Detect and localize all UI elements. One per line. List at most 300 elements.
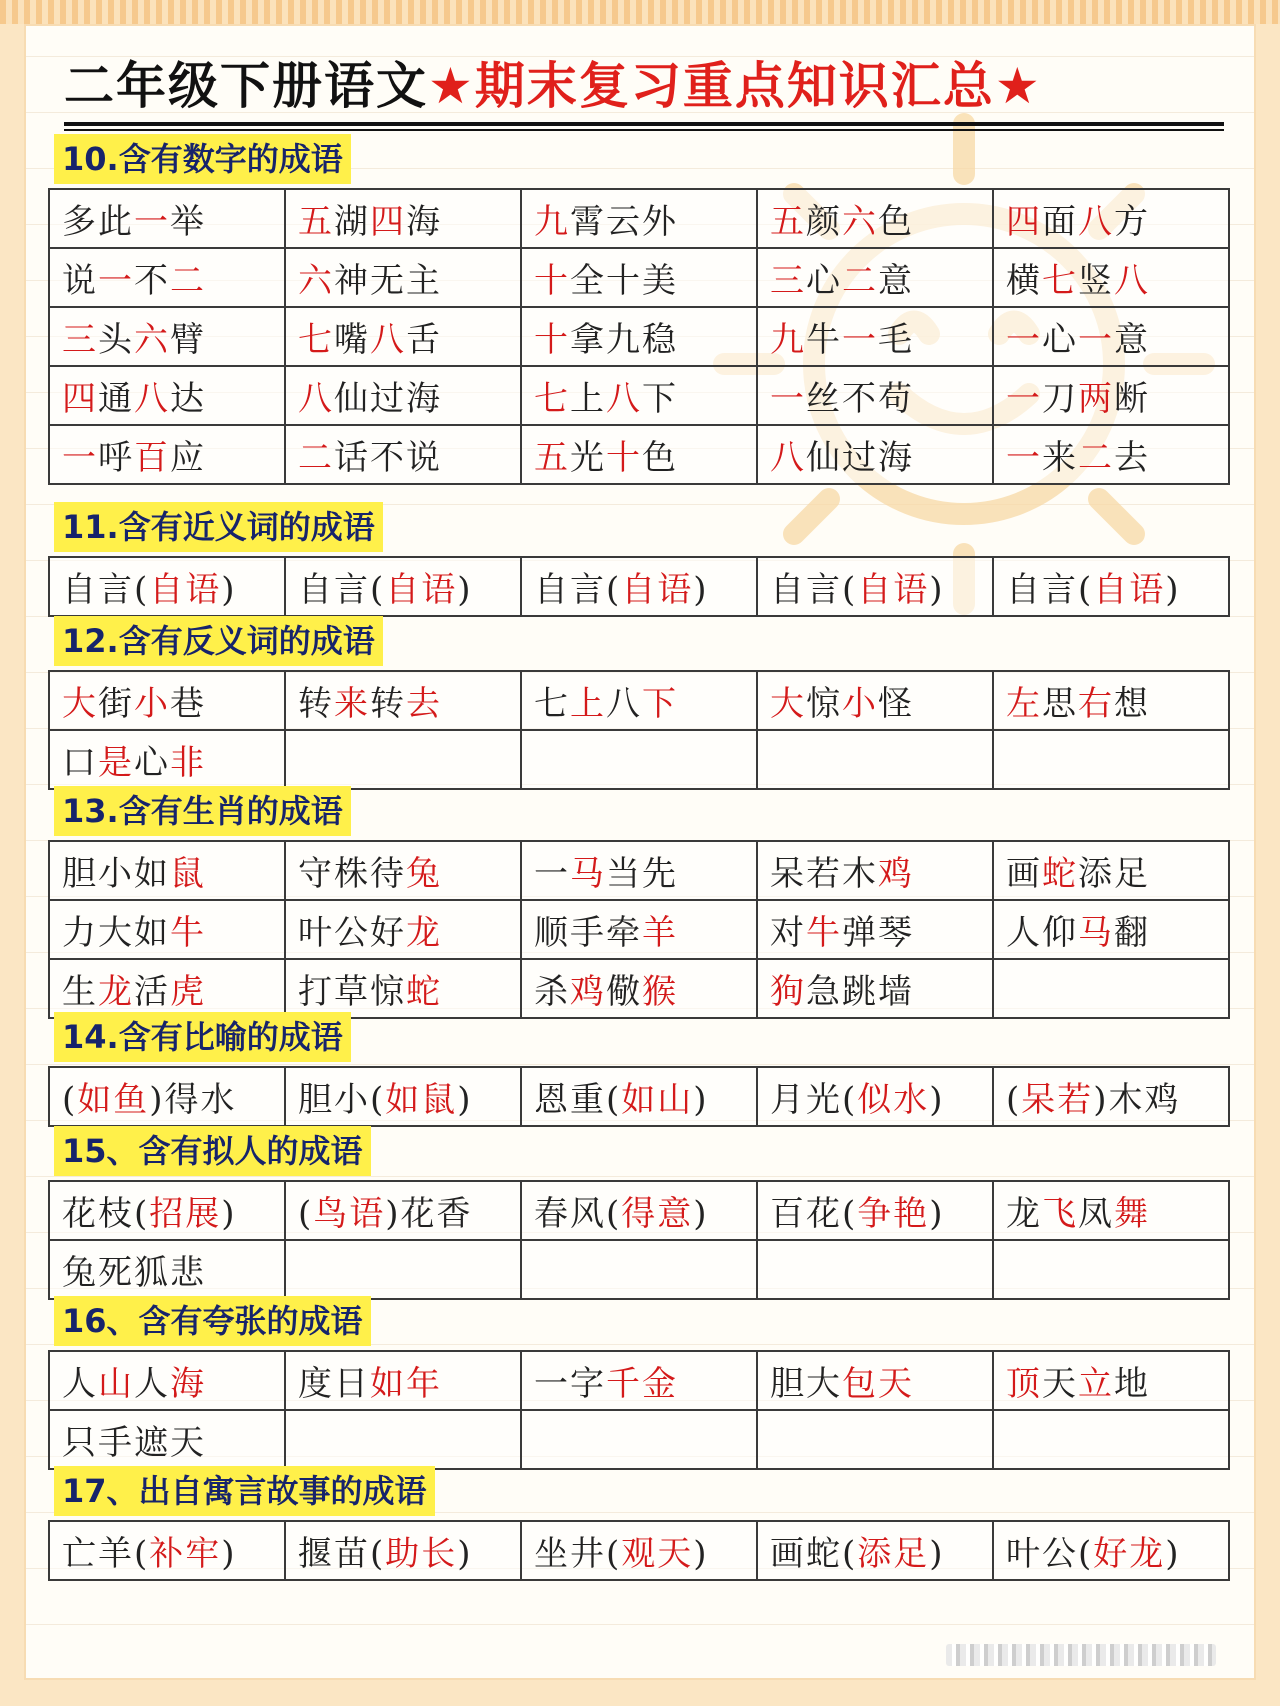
- idiom-highlight-text: 一: [98, 261, 134, 301]
- idiom-text: ): [693, 570, 709, 610]
- idiom-highlight-text: 八: [298, 379, 334, 419]
- idiom-text: 画蛇(: [770, 1534, 858, 1574]
- idiom-text: )花香: [385, 1194, 473, 1234]
- idiom-cell: [993, 366, 1229, 425]
- idiom-highlight-text: 四: [62, 379, 98, 419]
- idiom-text: 人: [134, 1364, 170, 1404]
- idiom-cell: [757, 1521, 993, 1580]
- idiom-cell: [521, 1351, 757, 1410]
- idiom-text: 头: [98, 320, 134, 360]
- idiom-text: ): [693, 1080, 709, 1120]
- idiom-text: 七: [534, 684, 570, 724]
- idiom-cell: [49, 557, 285, 616]
- idiom-highlight-text: 海: [170, 1364, 206, 1404]
- idiom-cell: [49, 671, 285, 730]
- idiom-highlight-text: 一: [1006, 438, 1042, 478]
- idiom-text: 通: [98, 379, 134, 419]
- idiom-highlight-text: 鸡: [878, 854, 914, 894]
- idiom-cell: [285, 900, 521, 959]
- title-underline-thin: [64, 129, 1224, 131]
- empty-cell: [521, 730, 757, 789]
- empty-cell: [757, 730, 993, 789]
- idiom-text: 月光(: [770, 1080, 858, 1120]
- idiom-highlight-text: 鸟语: [313, 1194, 386, 1234]
- idiom-highlight-text: 呆若: [1021, 1080, 1094, 1120]
- table-row: [49, 1067, 1229, 1126]
- idiom-cell: [285, 959, 521, 1018]
- idiom-text: 转: [370, 684, 406, 724]
- idiom-highlight-text: 三: [62, 320, 98, 360]
- idiom-highlight-text: 二: [1078, 438, 1114, 478]
- idiom-cell: [993, 1521, 1229, 1580]
- idiom-text: 弹琴: [842, 913, 914, 953]
- idiom-table: [48, 1066, 1230, 1127]
- idiom-text: 丝不苟: [806, 379, 914, 419]
- idiom-text: 上: [570, 379, 606, 419]
- idiom-highlight-text: 九: [534, 202, 570, 242]
- idiom-cell: [521, 671, 757, 730]
- idiom-table: [48, 1350, 1230, 1470]
- idiom-highlight-text: 马: [570, 854, 606, 894]
- idiom-highlight-text: 山: [98, 1364, 134, 1404]
- table-row: [49, 1181, 1229, 1240]
- idiom-text: 龙: [1006, 1194, 1042, 1234]
- idiom-highlight-text: 七: [298, 320, 334, 360]
- section-heading: 17、出自寓言故事的成语: [54, 1466, 435, 1516]
- idiom-highlight-text: 招展: [149, 1194, 222, 1234]
- idiom-highlight-text: 立: [1078, 1364, 1114, 1404]
- idiom-cell: [757, 248, 993, 307]
- idiom-text: ): [457, 1080, 473, 1120]
- idiom-text: ): [693, 1534, 709, 1574]
- idiom-highlight-text: 一: [770, 379, 806, 419]
- idiom-highlight-text: 非: [170, 743, 206, 783]
- idiom-text: 叶公(: [1006, 1534, 1094, 1574]
- idiom-text: 仙过海: [806, 438, 914, 478]
- idiom-cell: [49, 841, 285, 900]
- idiom-cell: [49, 1181, 285, 1240]
- idiom-text: 举: [170, 202, 206, 242]
- table-row: [49, 671, 1229, 730]
- idiom-text: 心: [1042, 320, 1078, 360]
- section-synonym-idioms: [48, 502, 1232, 617]
- empty-cell: [757, 1240, 993, 1299]
- section-heading: 15、含有拟人的成语: [54, 1126, 371, 1176]
- idiom-text: 话不说: [334, 438, 442, 478]
- section-heading: 13.含有生肖的成语: [54, 786, 351, 836]
- idiom-text: 心: [806, 261, 842, 301]
- idiom-highlight-text: 小: [842, 684, 878, 724]
- idiom-highlight-text: 龙: [98, 972, 134, 1012]
- idiom-highlight-text: 六: [298, 261, 334, 301]
- idiom-highlight-text: 如山: [621, 1080, 694, 1120]
- idiom-cell: [285, 557, 521, 616]
- idiom-highlight-text: 六: [134, 320, 170, 360]
- idiom-highlight-text: 去: [406, 684, 442, 724]
- idiom-text: 神无主: [334, 261, 442, 301]
- idiom-text: 心: [134, 743, 170, 783]
- idiom-highlight-text: 蛇: [406, 972, 442, 1012]
- idiom-highlight-text: 一: [1006, 379, 1042, 419]
- idiom-text: 惊: [806, 684, 842, 724]
- idiom-text: 只手遮天: [62, 1423, 206, 1463]
- idiom-highlight-text: 五: [534, 438, 570, 478]
- idiom-text: 街: [98, 684, 134, 724]
- idiom-text: 急跳墙: [806, 972, 914, 1012]
- idiom-highlight-text: 狗: [770, 972, 806, 1012]
- idiom-text: 转: [298, 684, 334, 724]
- decorative-top-strip: [0, 0, 1280, 24]
- idiom-cell: [521, 1067, 757, 1126]
- idiom-text: 对: [770, 913, 806, 953]
- idiom-text: 活: [134, 972, 170, 1012]
- idiom-highlight-text: 六: [842, 202, 878, 242]
- idiom-text: 翻: [1114, 913, 1150, 953]
- idiom-highlight-text: 右: [1078, 684, 1114, 724]
- idiom-cell: [285, 671, 521, 730]
- idiom-cell: [49, 366, 285, 425]
- idiom-highlight-text: 八: [770, 438, 806, 478]
- idiom-text: 来: [1042, 438, 1078, 478]
- idiom-text: ): [929, 1194, 945, 1234]
- idiom-cell: [757, 959, 993, 1018]
- table-row: [49, 248, 1229, 307]
- idiom-highlight-text: 八: [1078, 202, 1114, 242]
- table-row: [49, 1410, 1229, 1469]
- table-row: [49, 1521, 1229, 1580]
- idiom-text: ): [1165, 1534, 1181, 1574]
- idiom-highlight-text: 九: [770, 320, 806, 360]
- idiom-text: 达: [170, 379, 206, 419]
- idiom-text: ): [929, 1080, 945, 1120]
- idiom-highlight-text: 一: [1078, 320, 1114, 360]
- idiom-highlight-text: 似水: [857, 1080, 930, 1120]
- idiom-text: 度日: [298, 1364, 370, 1404]
- idiom-text: 地: [1114, 1364, 1150, 1404]
- idiom-highlight-text: 助长: [385, 1534, 458, 1574]
- idiom-highlight-text: 自语: [621, 570, 694, 610]
- idiom-text: 竖: [1078, 261, 1114, 301]
- idiom-text: 力大如: [62, 913, 170, 953]
- idiom-cell: [757, 900, 993, 959]
- idiom-highlight-text: 百: [134, 438, 170, 478]
- idiom-text: 胆小如: [62, 854, 170, 894]
- idiom-text: 断: [1114, 379, 1150, 419]
- idiom-cell: [521, 1181, 757, 1240]
- idiom-table: [48, 556, 1230, 617]
- idiom-text: 一字: [534, 1364, 606, 1404]
- idiom-cell: [993, 841, 1229, 900]
- idiom-cell: [49, 1410, 285, 1469]
- idiom-highlight-text: 五: [298, 202, 334, 242]
- idiom-cell: [49, 1521, 285, 1580]
- idiom-text: 春风(: [534, 1194, 622, 1234]
- idiom-highlight-text: 七: [1042, 261, 1078, 301]
- idiom-text: ): [929, 1534, 945, 1574]
- page-title: [64, 42, 1224, 122]
- idiom-highlight-text: 顶: [1006, 1364, 1042, 1404]
- idiom-text: 海: [406, 202, 442, 242]
- idiom-highlight-text: 得意: [621, 1194, 694, 1234]
- idiom-cell: [993, 189, 1229, 248]
- section-heading: 11.含有近义词的成语: [54, 502, 383, 552]
- idiom-highlight-text: 鸡: [570, 972, 606, 1012]
- section-heading: 14.含有比喻的成语: [54, 1012, 351, 1062]
- idiom-text: 仙过海: [334, 379, 442, 419]
- idiom-text: 顺手牵: [534, 913, 642, 953]
- idiom-highlight-text: 二: [842, 261, 878, 301]
- idiom-highlight-text: 是: [98, 743, 134, 783]
- idiom-highlight-text: 三: [770, 261, 806, 301]
- idiom-text: 自言(: [62, 570, 150, 610]
- idiom-text: 颜: [806, 202, 842, 242]
- idiom-highlight-text: 自语: [857, 570, 930, 610]
- idiom-highlight-text: 大: [770, 684, 806, 724]
- idiom-highlight-text: 七: [534, 379, 570, 419]
- idiom-cell: [49, 425, 285, 484]
- idiom-highlight-text: 补牢: [149, 1534, 222, 1574]
- idiom-text: 霄云外: [570, 202, 678, 242]
- idiom-text: 自言(: [534, 570, 622, 610]
- idiom-text: 全十美: [570, 261, 678, 301]
- idiom-text: 叶公好: [298, 913, 406, 953]
- idiom-text: 横: [1006, 261, 1042, 301]
- idiom-highlight-text: 兔: [406, 854, 442, 894]
- idiom-cell: [49, 1240, 285, 1299]
- idiom-text: 下: [642, 379, 678, 419]
- idiom-cell: [285, 425, 521, 484]
- idiom-text: 恩重(: [534, 1080, 622, 1120]
- table-row: [49, 557, 1229, 616]
- idiom-text: 打草惊: [298, 972, 406, 1012]
- idiom-highlight-text: 添足: [857, 1534, 930, 1574]
- idiom-cell: [521, 366, 757, 425]
- table-row: [49, 307, 1229, 366]
- idiom-highlight-text: 上: [570, 684, 606, 724]
- idiom-cell: [757, 189, 993, 248]
- idiom-highlight-text: 左: [1006, 684, 1042, 724]
- idiom-cell: [521, 1521, 757, 1580]
- idiom-highlight-text: 羊: [642, 913, 678, 953]
- idiom-text: 想: [1114, 684, 1150, 724]
- idiom-cell: [285, 307, 521, 366]
- idiom-highlight-text: 马: [1078, 913, 1114, 953]
- idiom-text: 百花(: [770, 1194, 858, 1234]
- idiom-text: 自言(: [770, 570, 858, 610]
- idiom-cell: [49, 900, 285, 959]
- table-row: [49, 425, 1229, 484]
- idiom-highlight-text: 牛: [806, 913, 842, 953]
- section-exaggeration-idioms: [48, 1296, 1232, 1470]
- idiom-highlight-text: 十: [534, 261, 570, 301]
- idiom-text: 嘴: [334, 320, 370, 360]
- idiom-text: 臂: [170, 320, 206, 360]
- empty-cell: [993, 959, 1229, 1018]
- idiom-highlight-text: 舞: [1114, 1194, 1150, 1234]
- idiom-cell: [757, 1181, 993, 1240]
- idiom-highlight-text: 虎: [170, 972, 206, 1012]
- idiom-text: 毛: [878, 320, 914, 360]
- idiom-highlight-text: 二: [298, 438, 334, 478]
- idiom-cell: [521, 425, 757, 484]
- idiom-cell: [285, 1521, 521, 1580]
- idiom-cell: [757, 366, 993, 425]
- idiom-highlight-text: 如年: [370, 1364, 442, 1404]
- idiom-text: 当先: [606, 854, 678, 894]
- idiom-highlight-text: 如鼠: [385, 1080, 458, 1120]
- idiom-cell: [993, 248, 1229, 307]
- empty-cell: [285, 1410, 521, 1469]
- idiom-cell: [521, 841, 757, 900]
- idiom-cell: [49, 189, 285, 248]
- idiom-highlight-text: 鼠: [170, 854, 206, 894]
- idiom-highlight-text: 小: [134, 684, 170, 724]
- idiom-text: 思: [1042, 684, 1078, 724]
- idiom-text: 坐井(: [534, 1534, 622, 1574]
- idiom-text: 兔死狐悲: [62, 1253, 206, 1293]
- idiom-cell: [49, 307, 285, 366]
- idiom-text: 一: [534, 854, 570, 894]
- idiom-highlight-text: 大: [62, 684, 98, 724]
- idiom-text: 色: [642, 438, 678, 478]
- idiom-text: 亡羊(: [62, 1534, 150, 1574]
- idiom-text: (: [298, 1194, 314, 1234]
- idiom-text: 八: [606, 684, 642, 724]
- idiom-text: 口: [62, 743, 98, 783]
- idiom-text: 面: [1042, 202, 1078, 242]
- idiom-highlight-text: 五: [770, 202, 806, 242]
- idiom-text: )木鸡: [1093, 1080, 1181, 1120]
- idiom-text: (: [1006, 1080, 1022, 1120]
- idiom-highlight-text: 争艳: [857, 1194, 930, 1234]
- idiom-text: 方: [1114, 202, 1150, 242]
- idiom-text: 拿九稳: [570, 320, 678, 360]
- idiom-highlight-text: 观天: [621, 1534, 694, 1574]
- idiom-cell: [757, 1067, 993, 1126]
- idiom-highlight-text: 十: [534, 320, 570, 360]
- table-row: [49, 900, 1229, 959]
- idiom-cell: [993, 1351, 1229, 1410]
- idiom-text: (: [62, 1080, 78, 1120]
- idiom-text: 怪: [878, 684, 914, 724]
- idiom-highlight-text: 八: [1114, 261, 1150, 301]
- idiom-text: 呆若木: [770, 854, 878, 894]
- idiom-cell: [285, 189, 521, 248]
- idiom-cell: [49, 730, 285, 789]
- table-row: [49, 189, 1229, 248]
- title-underline: [64, 122, 1224, 126]
- idiom-highlight-text: 牛: [170, 913, 206, 953]
- idiom-text: 应: [170, 438, 206, 478]
- idiom-highlight-text: 飞: [1042, 1194, 1078, 1234]
- idiom-text: 添足: [1078, 854, 1150, 894]
- empty-cell: [757, 1410, 993, 1469]
- idiom-text: 意: [878, 261, 914, 301]
- idiom-highlight-text: 八: [134, 379, 170, 419]
- idiom-cell: [757, 557, 993, 616]
- idiom-text: 揠苗(: [298, 1534, 386, 1574]
- idiom-cell: [757, 671, 993, 730]
- empty-cell: [285, 1240, 521, 1299]
- idiom-highlight-text: 龙: [406, 913, 442, 953]
- idiom-cell: [757, 425, 993, 484]
- idiom-cell: [757, 307, 993, 366]
- idiom-highlight-text: 自语: [1093, 570, 1166, 610]
- idiom-text: )得水: [149, 1080, 237, 1120]
- empty-cell: [521, 1410, 757, 1469]
- idiom-highlight-text: 自语: [385, 570, 458, 610]
- idiom-text: 自言(: [298, 570, 386, 610]
- idiom-cell: [993, 557, 1229, 616]
- table-row: [49, 841, 1229, 900]
- idiom-text: 生: [62, 972, 98, 1012]
- idiom-cell: [521, 959, 757, 1018]
- table-row: [49, 959, 1229, 1018]
- idiom-cell: [993, 671, 1229, 730]
- empty-cell: [993, 730, 1229, 789]
- idiom-text: 巷: [170, 684, 206, 724]
- idiom-text: 呼: [98, 438, 134, 478]
- idiom-text: 光: [570, 438, 606, 478]
- idiom-cell: [49, 248, 285, 307]
- idiom-text: 湖: [334, 202, 370, 242]
- idiom-cell: [993, 425, 1229, 484]
- idiom-cell: [49, 959, 285, 1018]
- title-topic: ★期末复习重点知识汇总★: [428, 57, 1042, 115]
- idiom-cell: [521, 557, 757, 616]
- idiom-highlight-text: 一: [62, 438, 98, 478]
- idiom-highlight-text: 千金: [606, 1364, 678, 1404]
- section-zodiac-idioms: [48, 786, 1232, 1019]
- idiom-text: 刀: [1042, 379, 1078, 419]
- idiom-cell: [285, 1181, 521, 1240]
- idiom-text: 胆大: [770, 1364, 842, 1404]
- empty-cell: [521, 1240, 757, 1299]
- idiom-table: [48, 1520, 1230, 1581]
- idiom-text: 人: [62, 1364, 98, 1404]
- idiom-cell: [521, 248, 757, 307]
- idiom-highlight-text: 包天: [842, 1364, 914, 1404]
- table-row: [49, 366, 1229, 425]
- idiom-text: ): [221, 1534, 237, 1574]
- idiom-text: 不: [134, 261, 170, 301]
- worksheet: [24, 24, 1256, 1680]
- idiom-cell: [285, 366, 521, 425]
- idiom-text: 守株待: [298, 854, 406, 894]
- idiom-table: [48, 840, 1230, 1019]
- idiom-text: ): [929, 570, 945, 610]
- idiom-highlight-text: 一: [842, 320, 878, 360]
- idiom-highlight-text: 两: [1078, 379, 1114, 419]
- idiom-text: 自言(: [1006, 570, 1094, 610]
- idiom-cell: [993, 1067, 1229, 1126]
- idiom-text: ): [1165, 570, 1181, 610]
- idiom-highlight-text: 一: [1006, 320, 1042, 360]
- idiom-table: [48, 1180, 1230, 1300]
- section-number-idioms: [48, 134, 1232, 485]
- idiom-cell: [521, 307, 757, 366]
- idiom-cell: [521, 900, 757, 959]
- idiom-highlight-text: 十: [606, 438, 642, 478]
- idiom-cell: [993, 1181, 1229, 1240]
- idiom-text: 意: [1114, 320, 1150, 360]
- idiom-cell: [285, 248, 521, 307]
- idiom-text: 画: [1006, 854, 1042, 894]
- idiom-text: 人仰: [1006, 913, 1078, 953]
- idiom-text: ): [457, 570, 473, 610]
- idiom-text: ): [457, 1534, 473, 1574]
- section-heading: 16、含有夸张的成语: [54, 1296, 371, 1346]
